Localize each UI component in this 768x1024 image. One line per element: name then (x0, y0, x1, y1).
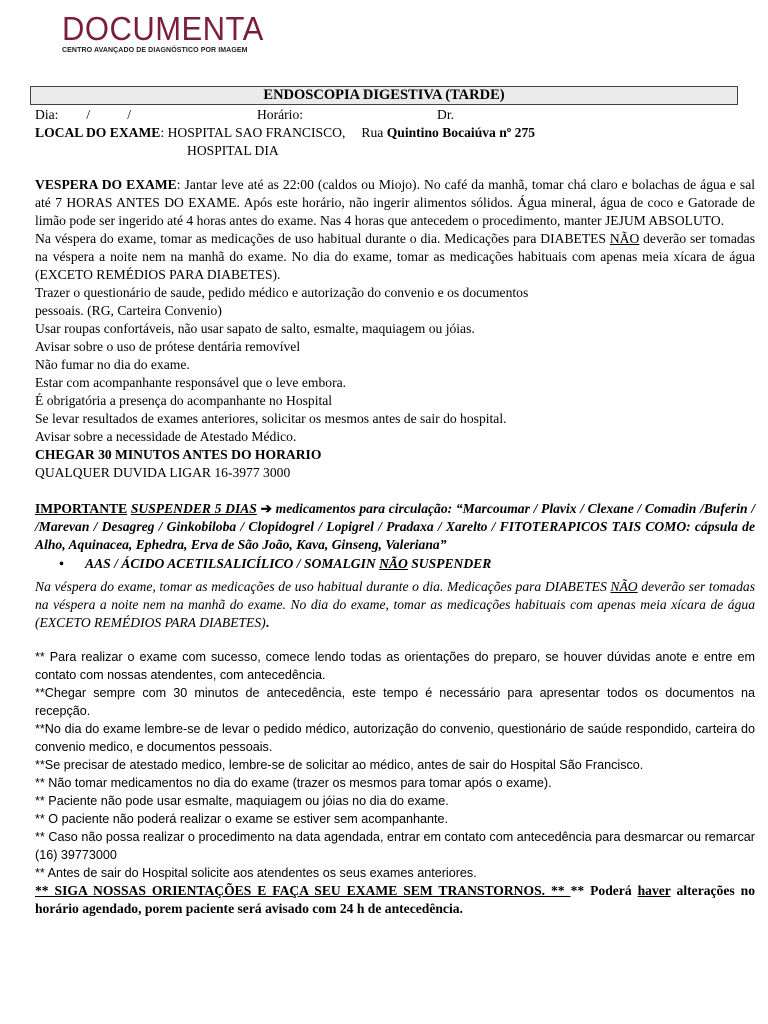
aas-text: AAS / ÁCIDO ACETILSALICÍLICO / SOMALGIN (85, 556, 380, 571)
horario-label: Horário: (256, 107, 304, 122)
date-slash: / (86, 107, 91, 122)
final-text: ** Poderá (570, 883, 638, 898)
instruction-line: Estar com acompanhante responsável que o leve embora. (35, 375, 347, 390)
arrow-icon: ➔ (260, 501, 272, 516)
diabetes-text: Na véspera do exame, tomar as medicações de uso habitual durante o dia. Medicações para DIABETES (35, 231, 610, 246)
location-label: LOCAL DO EXAME (35, 125, 161, 140)
haver-underlined: haver (637, 883, 671, 898)
instruction-line: Se levar resultados de exames anteriores, solicitar os mesmos antes de sair do hospital. (35, 411, 507, 426)
note-item: ** Antes de sair do Hospital solicite aos atendentes os seus exames anteriores. (35, 866, 477, 880)
medication-list: medicamentos para circulação: “Marcoumar / Plavix / Clexane / Comadin /Buferin / /Marevan / Desagreg / Ginkobiloba / Clopidogrel / Lopigrel / Pradaxa / Xarelto / FITOTERAPICOS TAIS COMO: cápsula de Alho, Aquinacea, Ephedra, Erva de São João, Kava, Ginseng, Valeriana” (35, 501, 755, 552)
final-notice (35, 882, 755, 918)
vespera-paragraph (35, 176, 755, 230)
final-follow-guidelines: ** SIGA NOSSAS ORIENTAÇÕES E FAÇA SEU EXAME SEM TRANSTORNOS. ** (35, 883, 571, 898)
date-slash: / (127, 107, 131, 122)
document-title: ENDOSCOPIA DIGESTIVA (TARDE) (30, 86, 738, 105)
location-street-name: Quintino Bocaiúva nº 275 (386, 125, 536, 140)
italic-text: deverão ser tomadas na véspera a noite nem na manhã do exame. No dia do exame, tomar as medicações habituais com apenas meia xícara de água (EXCETO REMÉDIOS PARA DIABETES) (35, 579, 755, 630)
nao-underlined: NÃO (610, 579, 638, 594)
note-item: ** Para realizar o exame com sucesso, comece lendo todas as orientações do preparo, se houver dúvidas anote e entre em contato com nossas atendentes, com antecedência. (35, 650, 755, 682)
final-text: alterações no horário agendado, porem paciente será avisado com 24 h de antecedência. (35, 883, 755, 916)
instruction-line: Não fumar no dia do exame. (35, 357, 190, 372)
nao-underlined: NÃO (379, 556, 408, 571)
instruction-line: Avisar sobre o uso de prótese dentária removível (35, 339, 301, 354)
form-fields-row (35, 106, 755, 124)
nao-underlined: NÃO (609, 231, 640, 246)
important-paragraph (35, 500, 755, 554)
aas-text: SUSPENDER (407, 556, 492, 571)
instruction-line: pessoais. (RG, Carteira Convenio) (35, 303, 222, 318)
note-item: ** Não tomar medicamentos no dia do exame (trazer os mesmos para tomar após o exame). (35, 776, 552, 790)
note-item: **Se precisar de atestado medico, lembre-se de solicitar ao médico, antes de sair do Hospital São Francisco. (35, 758, 644, 772)
note-item: **Chegar sempre com 30 minutos de antecedência, este tempo é necessário para apresentar todos os documentos na recepção. (35, 686, 755, 718)
location-line2: HOSPITAL DIA (187, 143, 279, 158)
exam-location (35, 124, 755, 142)
document-body (35, 106, 755, 918)
arrive-early-notice: CHEGAR 30 MINUTOS ANTES DO HORARIO (35, 447, 322, 462)
note-item: ** Caso não possa realizar o procedimento na data agendada, entrar em contato com antecedência para desmarcar ou remarcar (16) 39773000 (35, 830, 755, 862)
doctor-label: Dr. (437, 107, 455, 122)
diabetes-text: deverão ser tomadas na véspera a noite nem na manhã do exame. No dia do exame, tomar as medicações habituais com apenas meia xícara de água (EXCETO REMÉDIOS PARA DIABETES). (35, 231, 755, 282)
note-item: ** O paciente não poderá realizar o exame se estiver sem acompanhante. (35, 812, 449, 826)
dia-label: Dia: (35, 107, 59, 122)
logo (62, 12, 262, 54)
logo-wordmark: DOCUMENTA (62, 10, 264, 47)
note-item: ** Paciente não pode usar esmalte, maquiagem ou jóias no dia do exame. (35, 794, 449, 808)
italic-text: Na véspera do exame, tomar as medicações de uso habitual durante o dia. Medicações para DIABETES (35, 579, 611, 594)
diabetes-paragraph (35, 230, 755, 284)
location-hospital: : HOSPITAL SAO FRANCISCO, (160, 125, 346, 140)
suspend-label: SUSPENDER 5 DIAS (130, 501, 257, 516)
note-item: **No dia do exame lembre-se de levar o pedido médico, autorização do convenio, questionário de saúde respondido, carteira do convenio medico, e documentos pessoais. (35, 722, 755, 754)
location-street: Rua (361, 125, 384, 140)
instruction-line: Avisar sobre a necessidade de Atestado Médico. (35, 429, 297, 444)
italic-diabetes-paragraph (35, 578, 755, 632)
instruction-line: Usar roupas confortáveis, não usar sapato de salto, esmalte, maquiagem ou jóias. (35, 321, 475, 336)
bullet-icon: • (59, 556, 64, 571)
instruction-line: É obrigatória a presença do acompanhante no Hospital (35, 393, 333, 408)
period: . (265, 615, 270, 630)
instruction-line: Trazer o questionário de saude, pedido médico e autorização do convenio e os documentos (35, 285, 529, 300)
logo-subtitle: CENTRO AVANÇADO DE DIAGNÓSTICO POR IMAGEM (62, 47, 248, 54)
contact-phone: QUALQUER DUVIDA LIGAR 16-3977 3000 (35, 465, 291, 480)
aas-bullet (35, 554, 755, 574)
vespera-label: VESPERA DO EXAME (35, 177, 177, 192)
important-label: IMPORTANTE (35, 501, 128, 516)
vespera-text: : Jantar leve até as 22:00 (caldos ou Miojo). No café da manhã, tomar chá claro e bolachas de água e sal até 7 HORAS ANTES DO EXAME. Após este horário, não ingerir alimentos sólidos. Água mineral, água de coco e Gatorade de limão pode ser ingerido até 4 horas antes do exame. Nas 4 horas que antecedem o procedimento, manter JEJUM ABSOLUTO. (35, 177, 756, 228)
